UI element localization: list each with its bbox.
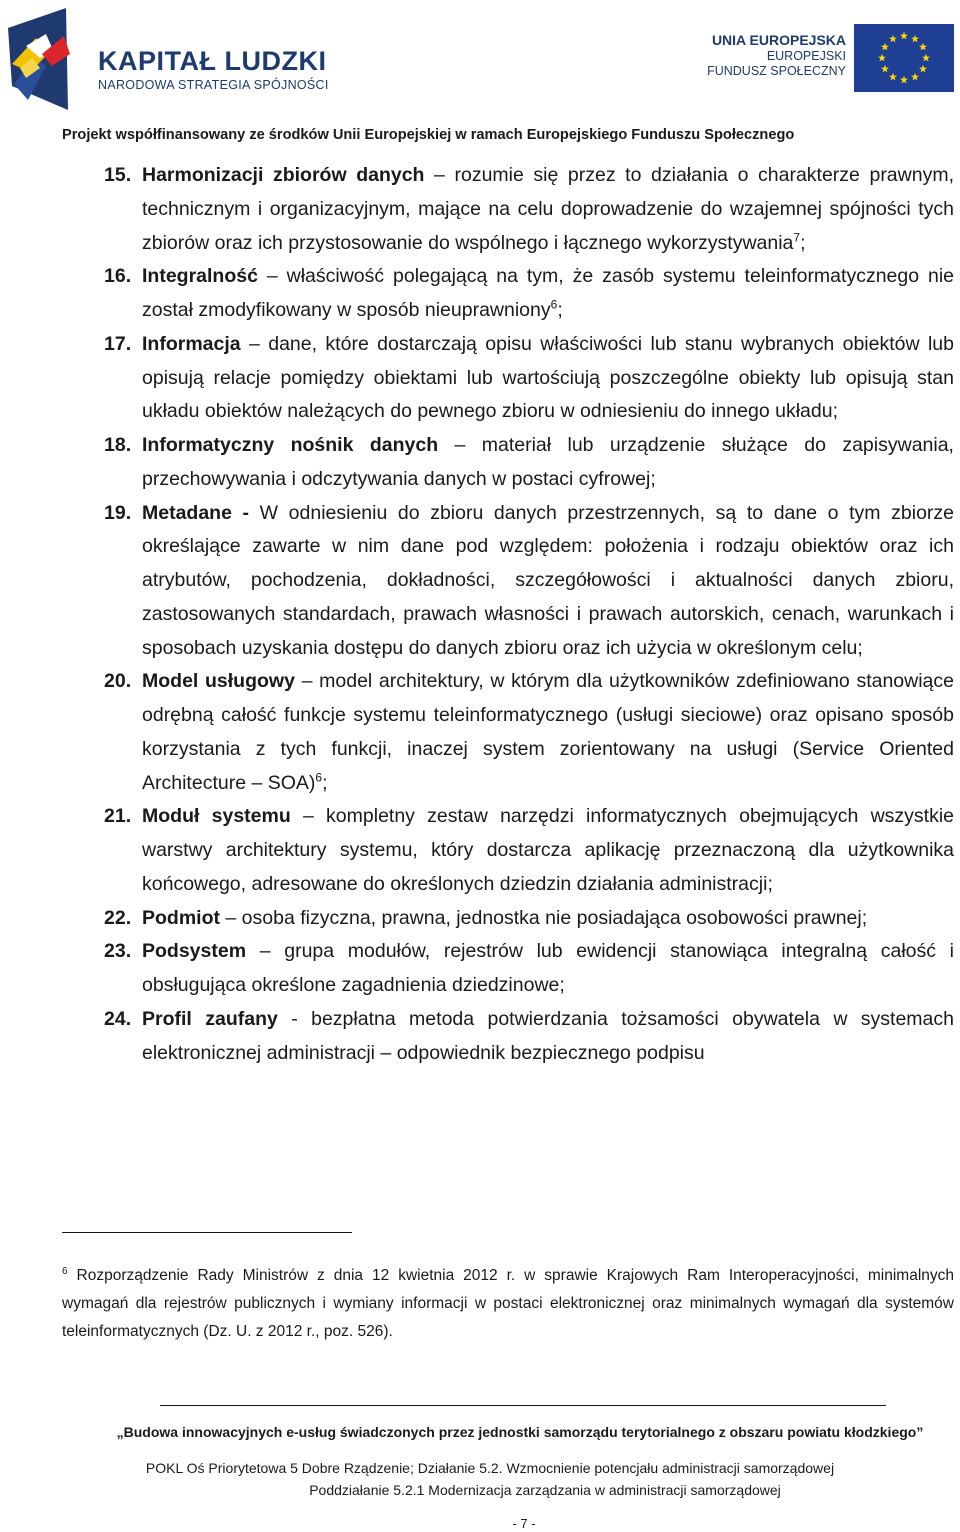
kapital-ludzki-star-icon xyxy=(6,6,76,110)
definition-term: Integralność xyxy=(142,265,258,288)
definition-tail: ; xyxy=(800,231,806,254)
definition-item xyxy=(104,800,954,901)
definitions-list xyxy=(0,159,960,1070)
definition-tail: ; xyxy=(557,299,563,321)
kapital-ludzki-title: KAPITAŁ LUDZKI xyxy=(98,46,327,76)
definition-tail: ; xyxy=(322,771,328,794)
definition-text: – dane, które dostarczają opisu właściwości lub stanu wybranych obiektów lub opisują relacje pomiędzy obiektami lub wartościują poszczególne obiekty lub opisują stan układu obiektów należących do pewnego zbioru w odniesieniu do innego układu; xyxy=(142,332,954,423)
definition-number: 23. xyxy=(104,940,132,963)
definition-term: Model usługowy xyxy=(142,670,295,693)
definition-item xyxy=(104,260,954,328)
definition-term: Informacja xyxy=(142,332,241,355)
definition-term: Harmonizacji zbiorów danych xyxy=(142,164,425,186)
efs-line2: FUNDUSZ SPOŁECZNY xyxy=(707,64,846,78)
footnote-ref: 7 xyxy=(793,230,801,244)
kapital-ludzki-logo xyxy=(6,6,336,110)
definition-item xyxy=(104,1003,954,1071)
kapital-ludzki-subtitle: NARODOWA STRATEGIA SPÓJNOŚCI xyxy=(98,78,329,92)
definition-item xyxy=(104,159,954,260)
footer-project-title: „Budowa innowacyjnych e-usług świadczonych przez jednostki samorządu terytorialnego z obszaru powiatu kłodzkiego” xyxy=(116,1424,924,1440)
footer-separator xyxy=(160,1405,886,1406)
definition-text: - bezpłatna metoda potwierdzania tożsamości obywatela w systemach elektronicznej administracji – odpowiednik bezpiecznego podpisu xyxy=(142,1007,954,1064)
definition-number: 22. xyxy=(104,906,132,929)
footnote-mark: 6 xyxy=(62,1265,68,1277)
definition-text: – rozumie się przez to działania o charakterze prawnym, technicznym i organizacyjnym, mające na celu doprowadzenie do wzajemnej spójności tych zbiorów oraz ich przystosowanie do wspólnego i łącznego wykorzystywania xyxy=(142,164,954,254)
definition-text: – właściwość polegającą na tym, że zasób systemu teleinformatycznego nie został zmodyfikowany w sposób nieuprawniony xyxy=(142,265,954,321)
eu-name: UNIA EUROPEJSKA xyxy=(711,32,846,48)
eu-efs-logo xyxy=(709,24,954,94)
footer-subaction: Poddziałanie 5.2.1 Modernizacja zarządzania w administracji samorządowej xyxy=(309,1482,781,1498)
footnote-ref: 6 xyxy=(550,297,558,312)
footnote-separator xyxy=(62,1232,352,1233)
footer-priority-axis: POKL Oś Priorytetowa 5 Dobre Rządzenie; Działanie 5.2. Wzmocnienie potencjału administracji samorządowej xyxy=(145,1460,835,1476)
definition-text: – grupa modułów, rejestrów lub ewidencji stanowiąca integralną całość i obsługująca określone zagadnienia dziedzinowe; xyxy=(142,940,954,996)
definition-item xyxy=(104,497,954,666)
definition-text: – kompletny zestaw narzędzi informatycznych obejmujących wszystkie warstwy architektury systemu, który dostarcza aplikację przeznaczoną dla użytkownika końcowego, adresowane do określonych dziedzin działania administracji; xyxy=(142,805,954,895)
definition-number: 24. xyxy=(104,1007,132,1030)
definition-number: 21. xyxy=(104,805,132,828)
definition-text: – osoba fizyczna, prawna, jednostka nie posiadająca osobowości prawnej; xyxy=(220,906,868,929)
definition-term: Profil zaufany xyxy=(142,1007,278,1030)
definition-text: W odniesieniu do zbioru danych przestrzennych, są to dane o tym zbiorze określające zawarte w nim dane pod względem: położenia i rodzaju obiektów oraz ich atrybutów, pochodzenia, dokładności, szczegółowości i aktualności danych zbioru, zastosowanych standardach, prawach własności i prawach autorskich, cenach, warunkach i sposobach uzyskania dostępu do danych zbioru oraz ich użycia w określonym celu; xyxy=(142,501,954,659)
efs-line1: EUROPEJSKI xyxy=(766,49,846,63)
eu-flag-icon xyxy=(854,24,954,92)
definition-term: Podmiot xyxy=(142,906,220,929)
footnote-ref: 6 xyxy=(315,770,323,784)
definition-term: Moduł systemu xyxy=(142,805,291,828)
definition-term: Informatyczny nośnik danych xyxy=(142,434,439,456)
definition-number: 18. xyxy=(104,434,132,456)
definition-item xyxy=(104,429,954,497)
eu-logo-text xyxy=(707,32,846,79)
page-number: - 7 - xyxy=(512,1516,536,1531)
definition-item xyxy=(104,902,954,936)
definition-text: – materiał lub urządzenie służące do zapisywania, przechowywania i odczytywania danych w postaci cyfrowej; xyxy=(142,434,954,490)
definition-item xyxy=(104,935,954,1003)
definition-number: 17. xyxy=(104,332,132,355)
definition-term: Metadane - xyxy=(142,501,250,524)
definition-number: 15. xyxy=(104,164,132,186)
definition-number: 20. xyxy=(104,670,132,693)
cofinancing-notice: Projekt współfinansowany ze środków Unii Europejskiej w ramach Europejskiego Funduszu Społecznego xyxy=(62,127,795,143)
definition-text: – model architektury, w którym dla użytkowników zdefiniowano stanowiące odrębną całość funkcje systemu teleinformatycznego (usługi sieciowe) oraz opisano sposób korzystania z tych funkcji, inaczej system zorientowany na usługi (Service Oriented Architecture – SOA) xyxy=(142,670,954,794)
definition-number: 19. xyxy=(104,501,132,524)
definition-item xyxy=(104,328,954,429)
footnote xyxy=(62,1262,954,1346)
definition-item xyxy=(104,665,954,800)
footnote-text: Rozporządzenie Rady Ministrów z dnia 12 kwietnia 2012 r. w sprawie Krajowych Ram Interoperacyjności, minimalnych wymagań dla rejestrów publicznych i wymiany informacji w postaci elektronicznej oraz minimalnych wymagań dla systemów teleinformatycznych (Dz. U. z 2012 r., poz. 526). xyxy=(62,1267,954,1340)
definition-number: 16. xyxy=(104,265,132,288)
definition-term: Podsystem xyxy=(142,940,247,963)
